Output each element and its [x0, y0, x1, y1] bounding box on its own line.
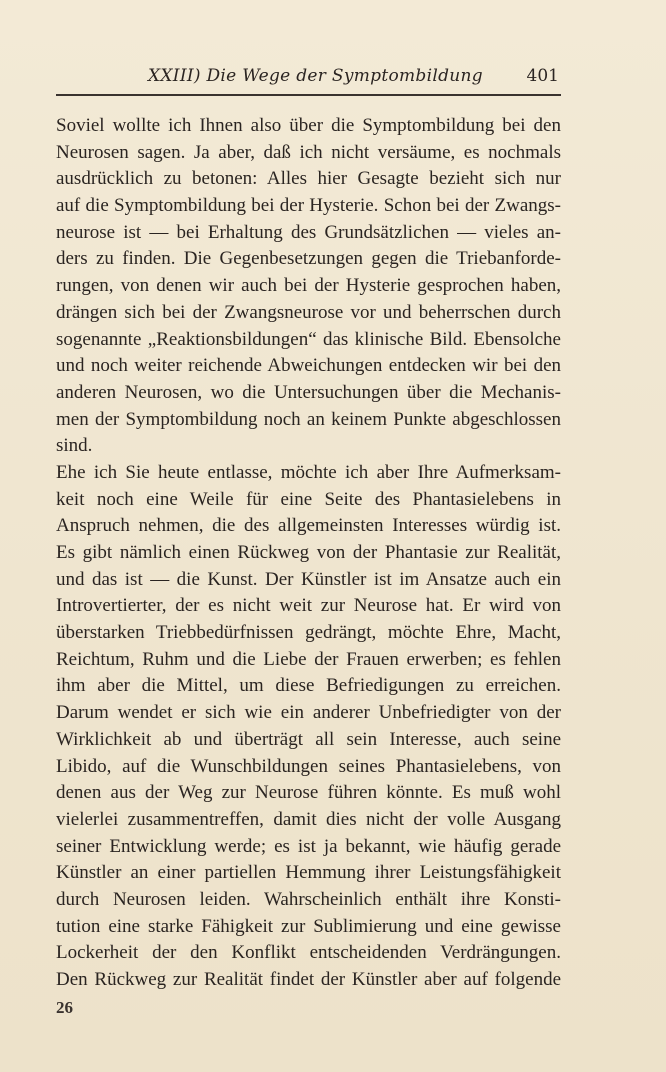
body-text [56, 113, 561, 994]
text-line: rungen, von denen wir auch bei der Hysterie gesprochen haben, [56, 275, 561, 297]
text-line: Es gibt nämlich einen Rückweg von der Phantasie zur Realität, [56, 542, 561, 563]
text-line: ders zu finden. Die Gegenbesetzungen gegen die Triebanforde- [56, 248, 561, 270]
text-line: Ehe ich Sie heute entlasse, möchte ich aber Ihre Aufmerksam- [56, 461, 561, 483]
text-line: Lockerheit der den Konflikt entscheidenden Verdrängungen. [56, 942, 561, 964]
text-line: sind. [56, 435, 93, 457]
text-line: Soviel wollte ich Ihnen also über die Symptombildung bei den [56, 115, 561, 136]
text-line: Darum wendet er sich wie ein anderer Unbefriedigter von der [56, 702, 561, 724]
text-line: denen aus der Weg zur Neurose führen könnte. Es muß wohl [56, 782, 561, 804]
text-line: vielerlei zusammentreffen, damit dies nicht der volle Ausgang [56, 808, 561, 830]
header-rule [56, 94, 561, 96]
text-line: drängen sich bei der Zwangsneurose vor und beherrschen durch [56, 301, 561, 323]
text-line: sogenannte „Reaktionsbildungen“ das klinische Bild. Ebensolche [56, 328, 561, 350]
text-line: ihm aber die Mittel, um diese Befriedigungen zu erreichen. [56, 675, 561, 697]
text-line: neurose ist — bei Erhaltung des Grundsätzlichen — vieles an- [56, 221, 561, 243]
running-title: XXIII) Die Wege der Symptombildung [148, 66, 483, 86]
text-line: seiner Entwicklung werde; es ist ja bekannt, wie häufig gerade [56, 835, 561, 857]
text-line: tution eine starke Fähigkeit zur Sublimierung und eine gewisse [56, 915, 561, 937]
text-line: Wirklichkeit ab und überträgt all sein Interesse, auch seine [56, 728, 561, 750]
text-line: Neurosen sagen. Ja aber, daß ich nicht versäume, es nochmals [56, 141, 561, 163]
text-line: Reichtum, Ruhm und die Liebe der Frauen erwerben; es fehlen [56, 648, 561, 670]
text-line: ausdrücklich zu betonen: Alles hier Gesagte bezieht sich nur [56, 168, 561, 190]
page-number: 401 [526, 66, 559, 86]
text-line: Künstler an einer partiellen Hemmung ihrer Leistungsfähigkeit [56, 862, 561, 884]
text-line: Anspruch nehmen, die des allgemeinsten Interesses würdig ist. [56, 515, 561, 537]
text-line: Introvertierter, der es nicht weit zur Neurose hat. Er wird von [56, 595, 561, 617]
text-line: keit noch eine Weile für eine Seite des Phantasielebens in [56, 488, 561, 510]
text-line: Den Rückweg zur Realität findet der Künstler aber auf folgende [56, 969, 561, 990]
text-line: überstarken Triebbedürfnissen gedrängt, möchte Ehre, Macht, [56, 622, 561, 644]
text-line: anderen Neurosen, wo die Untersuchungen über die Mechanis- [56, 381, 561, 403]
text-line: durch Neurosen leiden. Wahrscheinlich enthält ihre Konsti- [56, 888, 561, 910]
printer-signature: 26 [56, 998, 73, 1017]
text-line: men der Symptombildung noch an keinem Punkte abgeschlossen [56, 408, 561, 430]
page-header [56, 66, 561, 92]
text-line: und das ist — die Kunst. Der Künstler ist im Ansatze auch ein [56, 568, 561, 590]
text-line: und noch weiter reichende Abweichungen entdecken wir bei den [56, 355, 561, 377]
text-line: auf die Symptombildung bei der Hysterie. Schon bei der Zwangs- [56, 195, 561, 217]
text-line: Libido, auf die Wunschbildungen seines Phantasielebens, von [56, 755, 561, 777]
